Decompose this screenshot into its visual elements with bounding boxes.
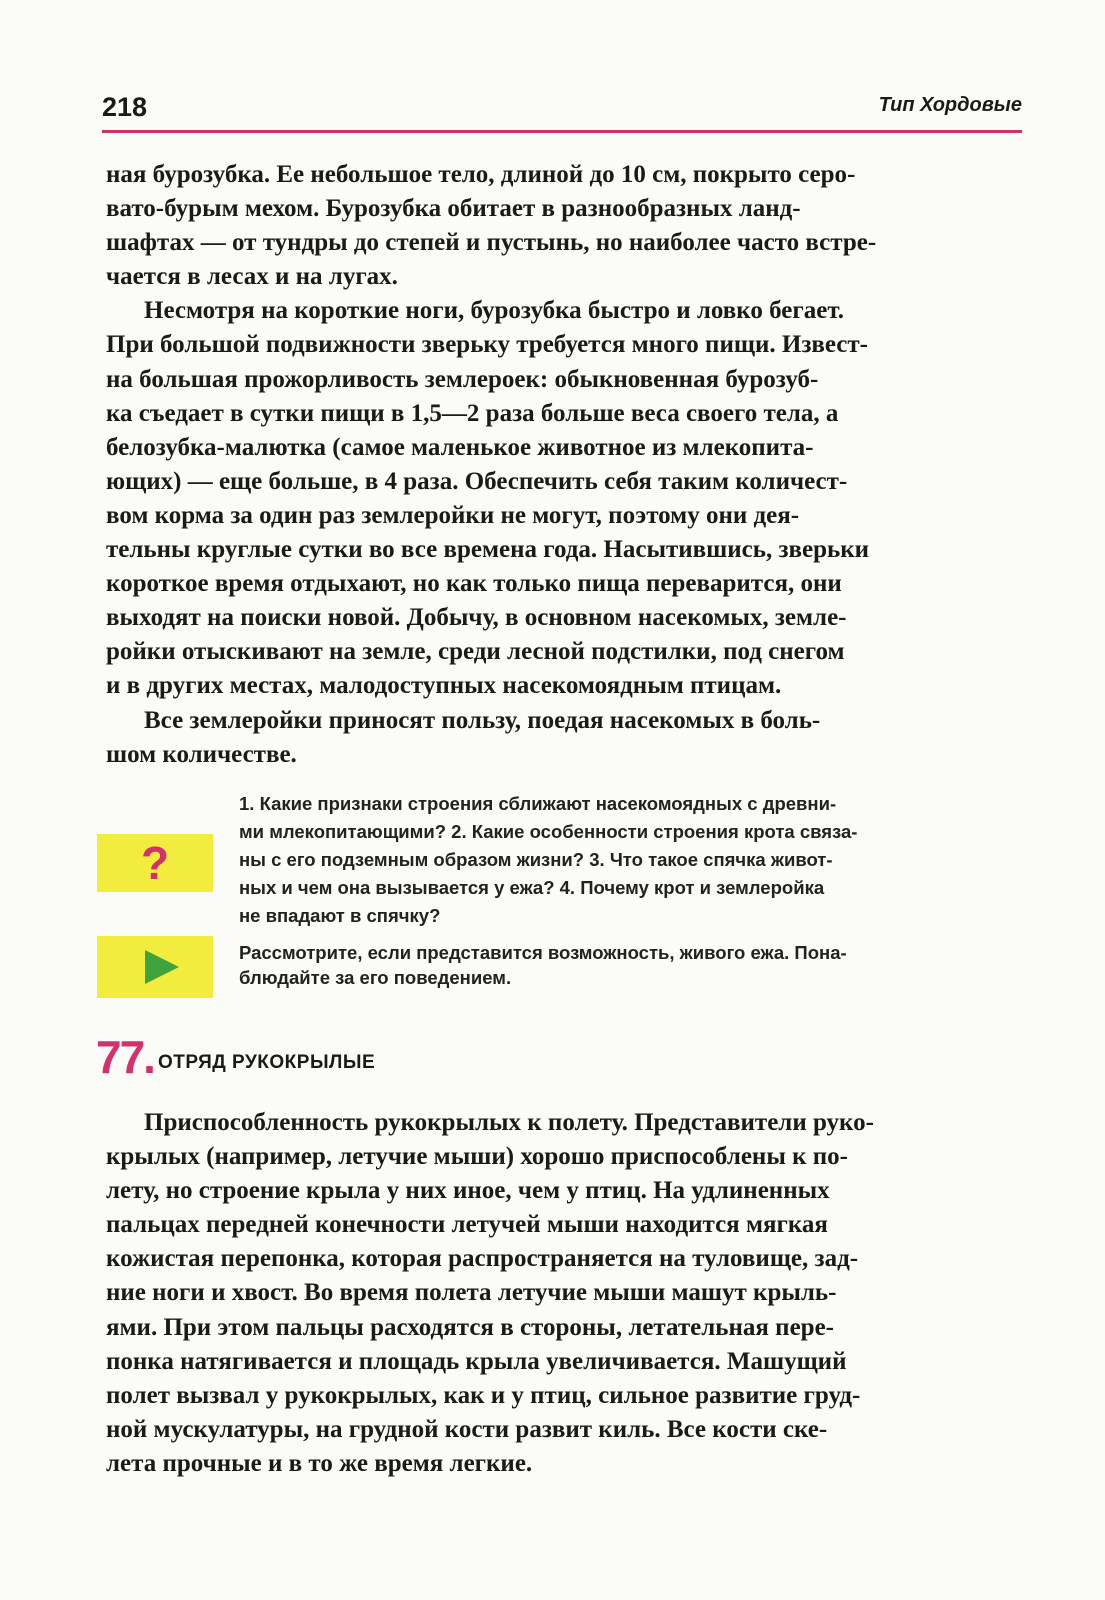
text-line: вом корма за один раз землеройки не могут, поэтому они дея-	[106, 501, 800, 529]
running-head: Тип Хордовые	[878, 94, 1022, 116]
text-line: Рассмотрите, если представится возможность, живого ежа. Пона-	[239, 942, 847, 963]
text-line: Несмотря на короткие ноги, бурозубка быстро и ловко бегает.	[144, 297, 844, 325]
paragraph-shrew-benefit	[106, 704, 1016, 772]
paragraph-shrew-description	[106, 158, 1016, 294]
text-line: короткое время отдыхают, но как только пища переварится, они	[106, 570, 842, 598]
text-line: понка натягивается и площадь крыла увеличивается. Машущий	[106, 1347, 847, 1375]
text-line: ющих) — еще больше, в 4 раза. Обеспечить себя таким количест-	[106, 467, 848, 495]
question-mark-icon: ?	[140, 837, 170, 889]
text-line: лета прочные и в то же время легкие.	[106, 1449, 533, 1477]
text-line: на большая прожорливость землероек: обыкновенная бурозуб-	[106, 365, 819, 393]
play-triangle-icon	[145, 950, 179, 984]
text-line: белозубка-малютка (самое маленькое животное из млекопита-	[106, 433, 814, 461]
text-block-bats	[106, 1106, 1016, 1481]
questions-box	[97, 834, 213, 892]
text-line: ной мускулатуры, на грудной кости развит киль. Все кости ске-	[106, 1415, 828, 1443]
text-line: ми млекопитающими? 2. Какие особенности строения крота связа-	[239, 821, 858, 842]
text-line: При большой подвижности зверьку требуется много пищи. Извест-	[106, 331, 868, 359]
page-header	[102, 88, 1022, 133]
activity-task	[239, 940, 984, 990]
text-line: лету, но строение крыла у них иное, чем у птиц. На удлиненных	[106, 1177, 830, 1205]
text-line: шом количестве.	[106, 740, 297, 768]
text-line: ями. При этом пальцы расходятся в стороны, летательная пере-	[106, 1313, 835, 1341]
text-line: выходят на поиски новой. Добычу, в основном насекомых, земле-	[106, 604, 847, 632]
review-questions	[239, 790, 984, 930]
text-line: ние ноги и хвост. Во время полета летучие мыши машут крыль-	[106, 1279, 837, 1307]
section-number: 77.	[96, 1031, 154, 1083]
activity-box	[97, 936, 213, 998]
text-line: кожистая перепонка, которая распространяется на туловище, зад-	[106, 1245, 859, 1273]
text-line: пальцах передней конечности летучей мыши находится мягкая	[106, 1211, 828, 1239]
page-number: 218	[102, 92, 148, 122]
text-line: ных и чем она вызывается у ежа? 4. Почему крот и землеройка	[239, 877, 825, 898]
section-title: ОТРЯД РУКОКРЫЛЫЕ	[158, 1052, 376, 1073]
text-line: ка съедает в сутки пищи в 1,5—2 раза больше веса своего тела, а	[106, 399, 839, 427]
text-line: ны с его подземным образом жизни? 3. Что такое спячка живот-	[239, 849, 833, 870]
text-line: не впадают в спячку?	[239, 905, 441, 926]
first-line-rest: Представители руко-	[627, 1109, 874, 1136]
paragraph-rest	[106, 1143, 860, 1477]
text-line: блюдайте за его поведением.	[239, 967, 512, 988]
text-line: крылых (например, летучие мыши) хорошо приспособлены к по-	[106, 1143, 848, 1171]
text-line: и в других местах, малодоступных насекомоядным птицам.	[106, 672, 782, 700]
text-line: шафтах — от тундры до степей и пустынь, но наиболее часто встре-	[106, 229, 877, 257]
text-line: ная бурозубка. Ее небольшое тело, длиной до 10 см, покрыто серо-	[106, 161, 856, 188]
paragraph-bat-flight	[106, 1106, 1016, 1481]
text-line: полет вызвал у рукокрылых, как и у птиц, сильное развитие груд-	[106, 1381, 861, 1409]
text-line: Все землеройки приносят пользу, поедая насекомых в боль-	[144, 706, 821, 734]
text-line: чается в лесах и на лугах.	[106, 263, 398, 291]
text-line: ройки отыскивают на земле, среди лесной подстилки, под снегом	[106, 638, 845, 666]
text-block-shrews	[106, 158, 1016, 772]
text-line: тельны круглые сутки во все времена года. Насытившись, зверьки	[106, 536, 870, 564]
text-line: 1. Какие признаки строения сближают насекомоядных с древни-	[239, 793, 837, 814]
text-line: вато-бурым мехом. Бурозубка обитает в разнообразных ланд-	[106, 195, 801, 223]
paragraph-shrew-feeding	[106, 294, 1016, 703]
paragraph-lead: Приспособленность рукокрылых к полету.	[144, 1109, 628, 1136]
